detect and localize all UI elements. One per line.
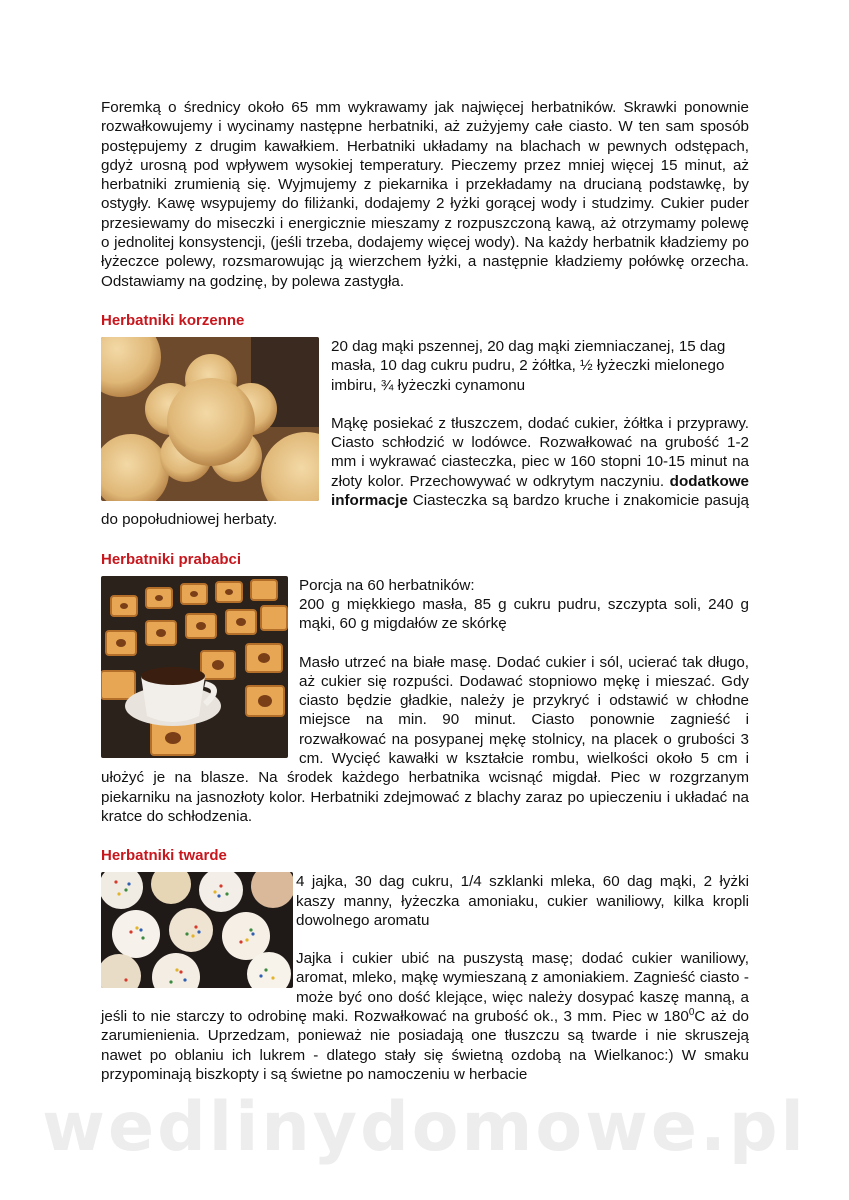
recipe-prababci (101, 576, 749, 827)
intro-paragraph: Foremką o średnicy około 65 mm wykrawamy jak najwięcej herbatników. Skrawki ponownie rozwałkowujemy i wycinamy następne herbatniki, aż zużyjemy całe ciasto. W ten sam sposób postępujemy z drugim kawałkiem. Herbatniki układamy na blachach w pewnych odstępach, gdyż urosną pod wpływem wysokiej temperatury. Pieczemy przez mniej więcej 15 minut, aż herbatniki zrumienią się. Wyjmujemy z piekarnika i przekładamy na drucianą podstawkę, by ostygły. Kawę wsypujemy do filiżanki, dodajemy 2 łyżki gorącej wody i studzimy. Cukier puder przesiewamy do miseczki i energicznie mieszamy z rozpuszczoną kawą, aż otrzymamy polewę o jednolitej konsystencji, (jeśli trzeba, dodajemy więcej wody). Na każdy herbatnik kładziemy po łyżeczce polewy, rozsmarowując ją wierzchem łyżki, a następnie kładziemy połówkę orzecha. Odstawiamy na godzinę, by polewa zastygła. (101, 99, 749, 290)
recipe-title-korzenne: Herbatniki korzenne (101, 311, 245, 329)
method-prababci: Masło utrzeć na białe masę. Dodać cukier i sól, ucierać tak długo, aż cukier się rozpuści. Dodawać stopniowo mękę i mieszać. Gdy ciasto będzie gładkie, należy je przykryć i odstawić w chłodne miejsce na min. 90 minut. Ciasto ponownie zagnieść i rozwałkować na posypanej mękę stolnicy, na placek o grubości 3 cm. Wycięć kawałki w kształcie rombu, wielkości około 5 cm i ułożyć je na blasze. Na środek każdego herbatnika wcisnąć migdał. Piec w rozgrzanym piekarniku na jasnozłoty kolor. Herbatniki zdejmować z blachy zaraz po upieczeniu i układać na kratce do schłodzenia. (101, 653, 749, 825)
recipe-title-prababci: Herbatniki prababci (101, 550, 242, 568)
ingredients-prababci: 200 g miękkiego masła, 85 g cukru pudru, szczypta soli, 240 g mąki, 60 g migdałów ze skórkę (299, 595, 749, 633)
recipe-twarde (101, 872, 749, 1084)
method-korzenne-text-end: Ciasteczka są bardzo kruche i znakomicie pasują do popołudniowej herbaty. (101, 492, 749, 529)
method-korzenne-text: Mąkę posiekać z tłuszczem, dodać cukier, żółtka i przyprawy. Ciasto schłodzić w lodówce. Rozwałkować na grubość 1-2 mm i wykrawać ciasteczka, piec w 160 stopni 10-15 minut na złoty kolor. Przechowywać w odkrytym naczyniu. (331, 414, 749, 490)
cookie-photo-prababci (101, 576, 288, 758)
bold-additional-info: dodatkowe informacje (331, 472, 749, 510)
method-twarde-text-end: C aż do zarumienienia. Uprzedzam, ponieważ nie posiadają one tłuszczu są twarde i nie skruszeją nawet po oblaniu ich lukrem - dlatego stały się świetną ozdobą na Wielkanoc:) W smaku przypominają biszkopty i są świetne po namoczeniu w herbacie (101, 1007, 750, 1083)
recipe-korzenne (101, 337, 749, 530)
cookie-photo-twarde (101, 872, 293, 988)
portion-prababci: Porcja na 60 herbatników: (299, 576, 475, 594)
degree-superscript: 0 (688, 1006, 695, 1018)
watermark-logo: wedlinydomowe.pl (42, 1088, 807, 1167)
ingredients-korzenne: 20 dag mąki pszennej, 20 dag mąki ziemniaczanej, 15 dag masła, 10 dag cukru pudru, 2 żółtka, ½ łyżeczki mielonego imbiru, ¾ łyżeczki cynamonu (331, 337, 726, 394)
cookie-photo-korzenne (101, 337, 319, 501)
recipe-title-twarde: Herbatniki twarde (101, 847, 227, 865)
method-twarde-text: Jajka i cukier ubić na puszystą masę; dodać cukier waniliowy, aromat, mleko, mąkę wymieszaną z amoniakiem. Zagnieść ciasto - może być ono dość klejące, więc należy dosypać kaszę manną, a jeśli to nie starczy to odrobinę maki. Rozwałkować na grubość ok., 3 mm. Piec w 180 (101, 950, 749, 1025)
ingredients-twarde: 4 jajka, 30 dag cukru, 1/4 szklanki mleka, 60 dag mąki, 2 łyżki kaszy manny, łyżeczka amoniaku, cukier waniliowy, kilka kropli dowolnego aromatu (296, 873, 749, 929)
document-page (101, 98, 749, 1084)
